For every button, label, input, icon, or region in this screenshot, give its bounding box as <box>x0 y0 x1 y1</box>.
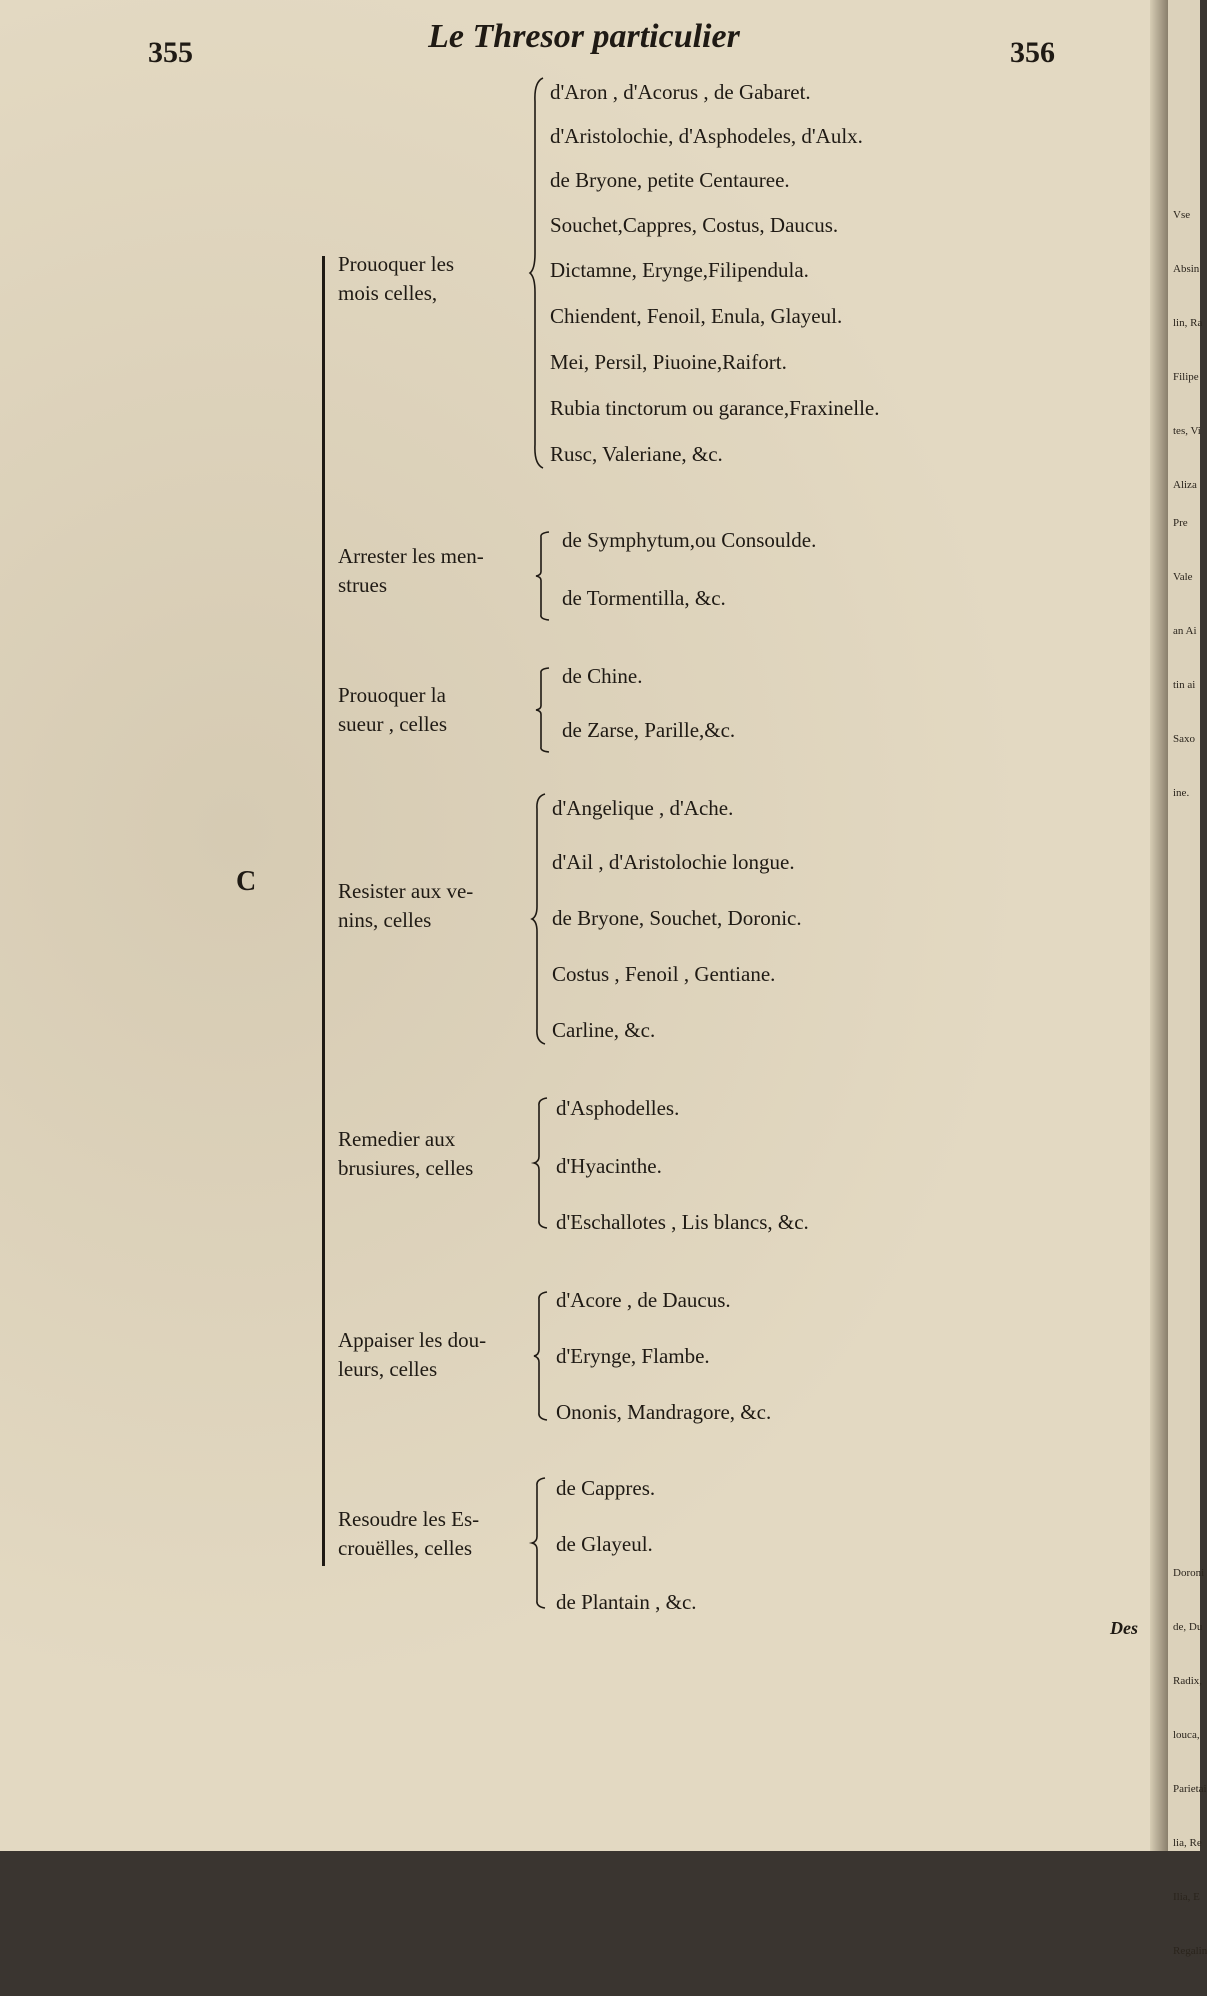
brace-section-3 <box>536 668 550 752</box>
main-bracket-line <box>322 256 331 1566</box>
adjacent-page-text-block-3: Doroni de, Du Radix, louca, Parietai lia, Re Ilia, E Regalin <box>1173 1567 1207 1957</box>
list-item: d'Erynge, Flambe. <box>556 1344 710 1368</box>
list-item: de Tormentilla, &c. <box>562 586 726 610</box>
book-gutter <box>1150 0 1168 1851</box>
page-number-left: 355 <box>148 36 193 69</box>
adjacent-page-edge <box>1168 0 1207 1957</box>
section-label-provoke-menses: Prouoquer les mois celles, <box>338 252 455 305</box>
list-item: de Zarse, Parille,&c. <box>562 718 736 742</box>
brace-section-1 <box>530 78 544 468</box>
list-item: de Symphytum,ou Consoulde. <box>562 528 817 552</box>
section-label-appease-pains: Appaiser les dou- leurs, celles <box>338 1328 487 1381</box>
section-label-resolve-scrofula: Resoudre les Es- crouëlles, celles <box>338 1507 480 1560</box>
brace-section-2 <box>536 532 550 620</box>
list-item: d'Ail , d'Aristolochie longue. <box>552 850 795 874</box>
list-item: de Plantain , &c. <box>556 1590 697 1614</box>
list-item: de Chine. <box>562 664 643 688</box>
adjacent-page-text-block-1: Vse Absin lin, Ra Filipe tes, Vi Aliza <box>1173 209 1203 491</box>
section-label-provoke-sweat: Prouoquer la sueur , celles <box>338 683 448 736</box>
list-item: Rusc, Valeriane, &c. <box>550 442 723 466</box>
brace-section-7 <box>532 1478 546 1608</box>
list-item: d'Hyacinthe. <box>556 1154 662 1178</box>
list-item: de Glayeul. <box>556 1532 653 1556</box>
margin-section-letter: C <box>236 866 257 897</box>
list-item: de Bryone, petite Centauree. <box>550 168 790 192</box>
brace-section-5 <box>534 1098 548 1228</box>
brace-section-4 <box>532 794 546 1044</box>
brace-section-6 <box>534 1292 548 1420</box>
list-item: Souchet,Cappres, Costus, Daucus. <box>550 213 839 237</box>
adjacent-page-text-block-2: Pre Vale an Ai tin ai Saxo ine. <box>1173 517 1197 799</box>
list-item: de Cappres. <box>556 1476 656 1500</box>
list-item: Rubia tinctorum ou garance,Fraxinelle. <box>550 396 880 420</box>
list-item: Carline, &c. <box>552 1018 656 1042</box>
list-item: d'Asphodelles. <box>556 1096 680 1120</box>
list-item: d'Aristolochie, d'Asphodeles, d'Aulx. <box>550 124 863 148</box>
list-item: d'Angelique , d'Ache. <box>552 796 734 820</box>
list-item: d'Acore , de Daucus. <box>556 1288 731 1312</box>
list-item: Dictamne, Erynge,Filipendula. <box>550 258 809 282</box>
list-item: d'Eschallotes , Lis blancs, &c. <box>556 1210 809 1234</box>
list-item: de Bryone, Souchet, Doronic. <box>552 906 802 930</box>
catchword: Des <box>1110 1618 1138 1638</box>
running-header-title: Le Thresor particulier <box>428 18 740 55</box>
section-label-remedy-burns: Remedier aux brusiures, celles <box>338 1127 474 1180</box>
list-item: Costus , Fenoil , Gentiane. <box>552 962 776 986</box>
list-item: d'Aron , d'Acorus , de Gabaret. <box>550 80 811 104</box>
list-item: Mei, Persil, Piuoine,Raifort. <box>550 350 787 374</box>
page-number-right: 356 <box>1010 36 1055 69</box>
section-label-resist-venoms: Resister aux ve- nins, celles <box>338 879 474 932</box>
list-item: Chiendent, Fenoil, Enula, Glayeul. <box>550 304 843 328</box>
section-label-stop-menses: Arrester les men- strues <box>338 544 484 597</box>
list-item: Ononis, Mandragore, &c. <box>556 1400 772 1424</box>
